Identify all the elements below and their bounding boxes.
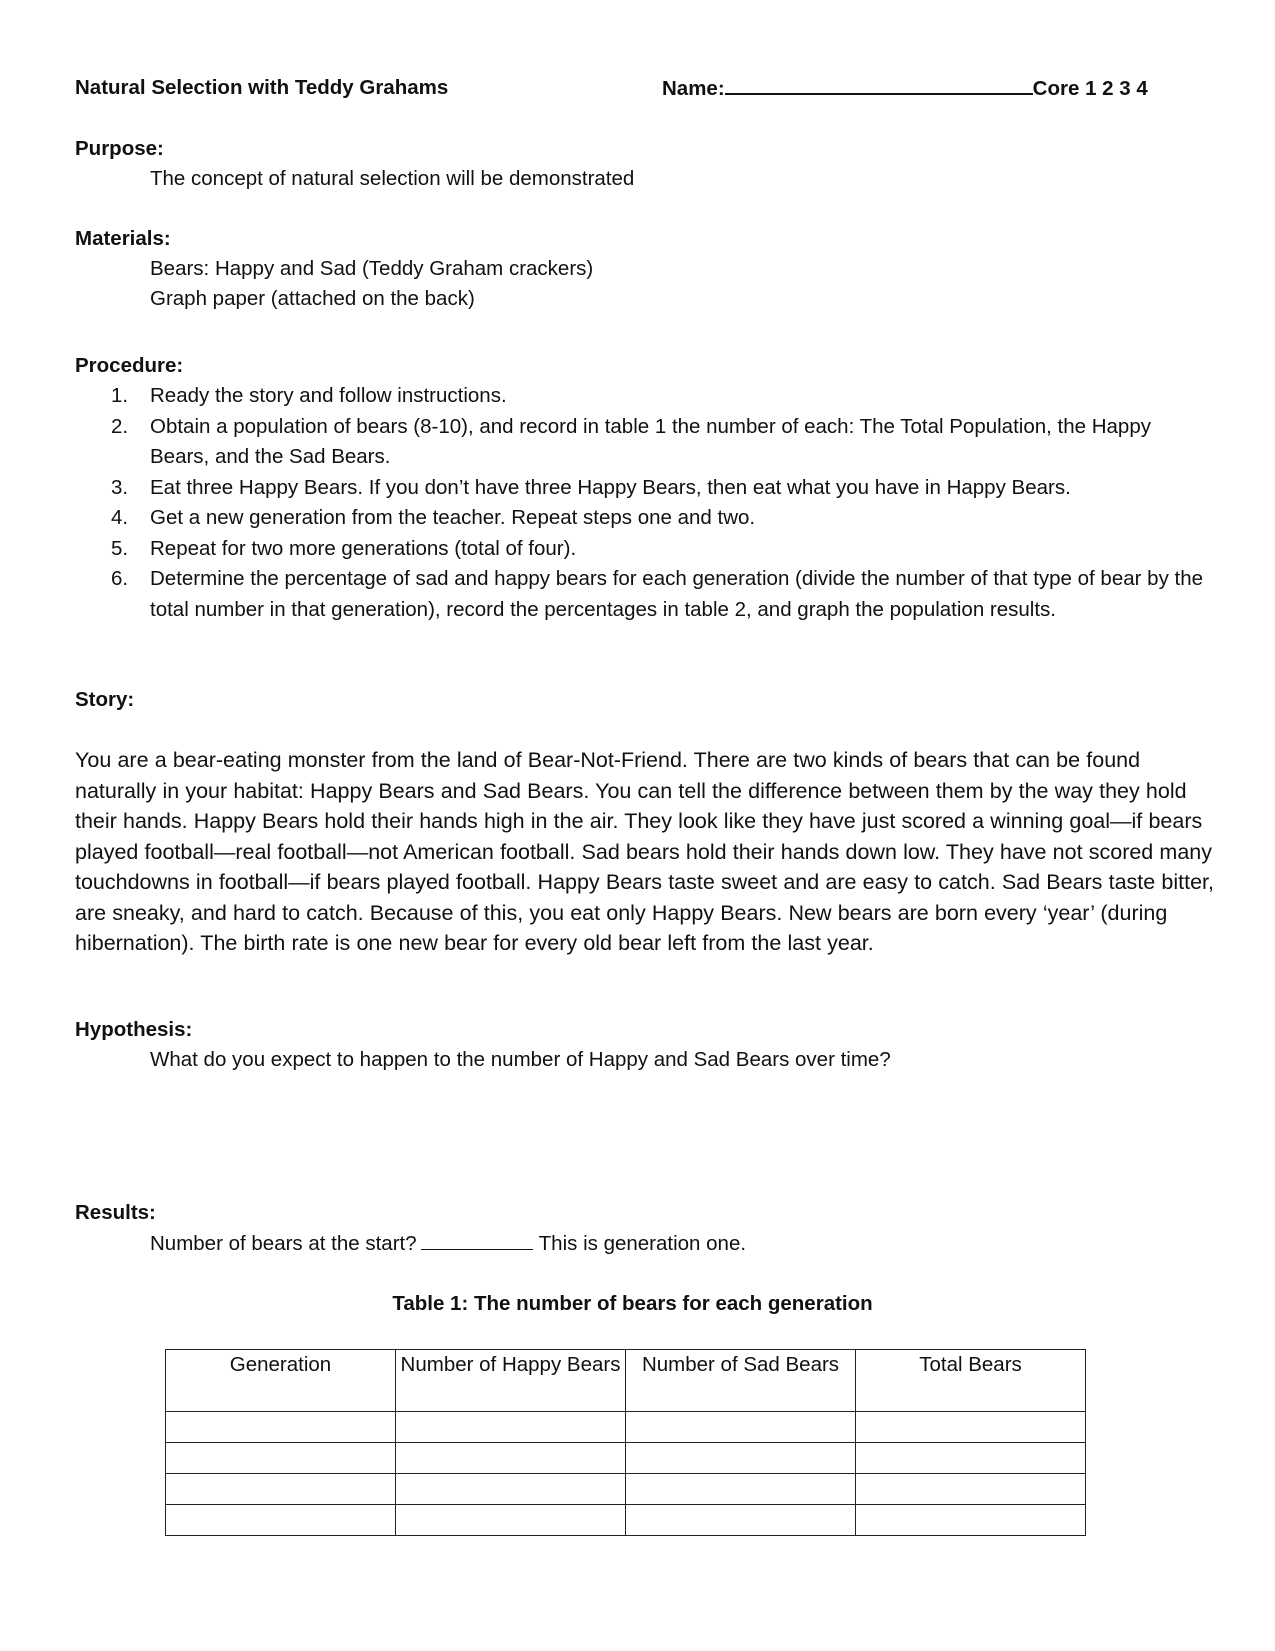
table-cell[interactable] xyxy=(626,1505,856,1536)
header-text: Number of Happy Bears xyxy=(400,1353,621,1376)
name-field[interactable] xyxy=(662,73,1148,104)
step-number: 2. xyxy=(111,414,129,438)
table-cell[interactable] xyxy=(626,1474,856,1505)
start-question: Number of bears at the start? xyxy=(150,1232,417,1255)
step-text: Get a new generation from the teacher. Repeat steps one and two. xyxy=(150,506,756,529)
results-start-line xyxy=(150,1229,746,1259)
step-number: 1. xyxy=(111,384,129,407)
step-number: 6. xyxy=(111,567,129,590)
step-text: Determine the percentage of sad and happy bears for each generation (divide the number of that type of bear by the total number in that generation), record the percentages in table 2, and graph the population results. xyxy=(150,567,1204,621)
step-text: Repeat for two more generations (total of four). xyxy=(150,536,577,560)
table1-title: Table 1: The number of bears for each generation xyxy=(392,1292,873,1315)
table-row xyxy=(166,1474,1086,1505)
purpose-heading: Purpose: xyxy=(75,137,164,160)
step-number: 5. xyxy=(111,536,129,560)
table-cell[interactable] xyxy=(626,1443,856,1474)
procedure-step xyxy=(75,381,1205,412)
core-label: Core 1 2 3 4 xyxy=(1032,77,1148,100)
name-blank-line[interactable] xyxy=(725,73,1033,95)
table-cell[interactable] xyxy=(856,1474,1086,1505)
table-cell[interactable] xyxy=(856,1505,1086,1536)
materials-heading: Materials: xyxy=(75,227,171,250)
header-text: Generation xyxy=(229,1353,332,1376)
header-text: Total Bears xyxy=(919,1353,1022,1376)
story-text: You are a bear-eating monster from the land of Bear-Not-Friend. There are two kinds of bears that can be found naturally in your habitat: Happy Bears and Sad Bears. You can tell the difference between them by the way they hold their hands. Happy Bears hold their hands high in the air. They look like they have just scored a winning goal—if bears played football—real football—not American football. Sad bears hold their hands down low. They have not scored many touchdowns in football—if bears played football. Happy Bears taste sweet and are easy to catch. Sad Bears taste bitter, are sneaky, and hard to catch. Because of this, you eat only Happy Bears. New bears are born every ‘year’ (during hibernation). The birth rate is one new bear for every old bear left from the last year. xyxy=(75,748,1214,955)
name-label: Name: xyxy=(662,77,725,100)
materials-item: Bears: Happy and Sad (Teddy Graham crackers) xyxy=(150,257,594,280)
purpose-text: The concept of natural selection will be demonstrated xyxy=(150,167,635,190)
table-cell[interactable] xyxy=(626,1412,856,1443)
table-cell[interactable] xyxy=(396,1474,626,1505)
worksheet-title: Natural Selection with Teddy Grahams xyxy=(75,76,449,99)
table-cell[interactable] xyxy=(166,1474,396,1505)
table-row xyxy=(166,1443,1086,1474)
materials-item: Graph paper (attached on the back) xyxy=(150,287,475,310)
procedure-list xyxy=(75,381,1205,625)
hypothesis-heading: Hypothesis: xyxy=(75,1018,193,1041)
procedure-heading: Procedure: xyxy=(75,354,184,377)
table-header-row xyxy=(166,1350,1086,1412)
table-row xyxy=(166,1505,1086,1536)
story-heading: Story: xyxy=(75,688,135,711)
procedure-step xyxy=(75,534,1205,565)
column-header-sad xyxy=(626,1350,856,1412)
step-number: 3. xyxy=(111,475,129,499)
table-cell[interactable] xyxy=(166,1443,396,1474)
table-cell[interactable] xyxy=(396,1412,626,1443)
procedure-step xyxy=(75,564,1205,625)
table-cell[interactable] xyxy=(856,1443,1086,1474)
procedure-step xyxy=(75,473,1205,504)
header-text: Number of Sad Bears xyxy=(641,1353,840,1376)
step-number: 4. xyxy=(111,506,129,529)
procedure-step xyxy=(75,412,1205,473)
results-heading: Results: xyxy=(75,1201,156,1224)
table-cell[interactable] xyxy=(396,1505,626,1536)
column-header-total xyxy=(856,1350,1086,1412)
table-cell[interactable] xyxy=(856,1412,1086,1443)
table-cell[interactable] xyxy=(166,1505,396,1536)
generation-table xyxy=(165,1349,1086,1536)
column-header-generation xyxy=(166,1350,396,1412)
start-count-blank[interactable] xyxy=(421,1229,533,1250)
step-text: Obtain a population of bears (8-10), and record in table 1 the number of each: The Total Population, the Happy Bears, and the Sad Bears. xyxy=(150,414,1151,468)
procedure-step xyxy=(75,503,1205,534)
hypothesis-question: What do you expect to happen to the number of Happy and Sad Bears over time? xyxy=(150,1048,891,1071)
step-text: Eat three Happy Bears. If you don’t have three Happy Bears, then eat what you have in Happy Bears. xyxy=(150,475,1071,499)
step-text: Ready the story and follow instructions. xyxy=(150,384,507,407)
table-row xyxy=(166,1412,1086,1443)
table-cell[interactable] xyxy=(166,1412,396,1443)
start-note: This is generation one. xyxy=(538,1232,747,1255)
table-cell[interactable] xyxy=(396,1443,626,1474)
column-header-happy xyxy=(396,1350,626,1412)
